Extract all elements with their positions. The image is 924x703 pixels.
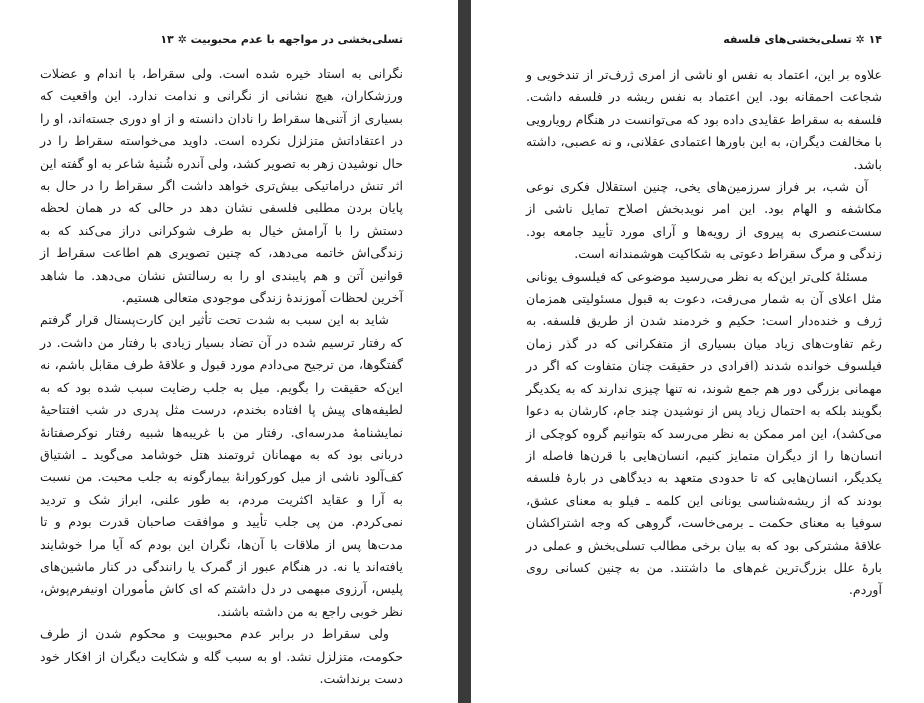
left-paragraph-2: شاید به این سبب به شدت تحت تأثیر این کارت‌پستال قرار گرفتم که رفتار ترسیم شده در آن تضاد بسیار زیادی با رفتار من داشت. در گفتگوها، من ترجیح می‌دادم مورد قبول و علاقهٔ طرف مقابل باشم، نه این‌که حقیقت را بگویم. میل به جلب رضایت سبب شده بود که به لطیفه‌های پیش پا افتاده بخندم، درست مثل پدری در شب افتتاحیهٔ نمایشنامهٔ مدرسه‌ای. رفتار من با غریبه‌ها شبیه رفتار نوکرصفتانهٔ دربانی بود که به مهمانان ثروتمند هتل خوشامد می‌گوید ـ اشتیاق کف‌آلود ناشی از میل کورکورانهٔ بیمارگونه به جلب محبت. من نسبت به آرا و عقاید اکثریت مردم، به طور علنی، ابراز شک و تردید نمی‌کردم. من پی جلب تأیید و موافقت صاحبان قدرت بودم و تا مدت‌ها پس از ملاقات با آن‌ها، نگران این بودم که آیا مرا خوشایند یافته‌اند یا نه. در هنگام عبور از گمرک یا رانندگی در کنار ماشین‌های پلیس، آرزوی مبهمی در دل داشتم که ای کاش مأموران اونیفرم‌پوش، نظر خوبی راجع به من داشته باشند.: [40, 312, 403, 619]
right-paragraph-1: علاوه بر این، اعتماد به نفس او ناشی از امری ژرف‌تر از تندخویی و شجاعت احمقانه بود. این اعتماد به نفس ریشه در فلسفه داشت. فلسفه به سقراط عقایدی داده بود که می‌توانست در هنگام رویارویی با مخالفت دیگران، به این باورها اعتمادی عقلانی، و نه عصبی، داشته باشد.: [526, 67, 882, 172]
left-paragraph-3: ولی سقراط در برابر عدم محبوبیت و محکوم شدن از طرف حکومت، متزلزل نشد. او به سبب گله و شکایت دیگران از افکار خود دست برنداشت.: [40, 626, 403, 686]
left-running-header: تسلی‌بخشی در مواجهه با عدم محبوبیت ✲ ۱۳: [160, 33, 403, 46]
left-paragraph-1: نگرانی به استاد خیره شده است. ولی سقراط، با اندام و عضلات ورزشکاران، هیچ نشانی از نگرانی و ندامت ندارد. این واقعیت که بسیاری از آتنی‌ها سقراط را نادان دانسته و از او دوری جسته‌اند، او را در اعتقاداتش متزلزل نکرده است. داوید می‌خواسته سقراط را در حال نوشیدن زهر به تصویر کشد، ولی آندره شُنیهٔ شاعر به او گفته این اثر تنش دراماتیکی بیش‌تری خواهد داشت اگر سقراط را در حال به پایان بردن مطلبی فلسفی نشان دهد در حالی که در همان لحظه دستش را با آرامش خیال به طرف شوکرانی دراز می‌کند که به زندگی‌اش خاتمه می‌دهد، که چنین تصویری هم اطاعت سقراط از قوانین آتن و هم پایبندی او را به رسالتش نشان می‌دهد. ما شاهد آخرین لحظات آموزندهٔ زندگی موجودی متعالی هستیم.: [40, 66, 403, 306]
right-running-header: ۱۴ ✲ تسلی‌بخشی‌های فلسفه: [723, 33, 882, 46]
book-spine-divider: [458, 0, 471, 703]
left-page: [0, 0, 458, 703]
right-page-body: [526, 64, 882, 602]
left-page-body: [40, 63, 403, 690]
right-paragraph-2: آن شب، بر فراز سرزمین‌های یخی، چنین استقلال فکری نوعی مکاشفه و الهام بود. این امر نویدبخش اصلاح تمایل ناشی از سست‌عنصری به پیروی از رویه‌ها و آرای مورد تأیید جامعه بود. زندگی و مرگ سقراط دعوتی به شکاکیت هوشمندانه است.: [526, 179, 882, 262]
right-paragraph-3: مسئلهٔ کلی‌تر این‌که به نظر می‌رسید موضوعی که فیلسوف یونانی مثل اعلای آن به شمار می‌رفت، دعوت به قبول مسئولیتی همزمان ژرف و خنده‌دار است: حکیم و خردمند شدن از طریق فلسفه. به رغم تفاوت‌های زیاد میان بسیاری از متفکرانی که در گذر زمان فیلسوف خوانده شدند (افرادی در حقیقت چنان متفاوت که اگر در مهمانی بزرگی دور هم جمع شوند، نه تنها چیزی ندارند که به یکدیگر بگویند بلکه به احتمال زیاد پس از نوشیدن چند جام، کارشان به دعوا می‌کشد)، این امر ممکن به نظر می‌رسد که بتوانیم گروه کوچکی از انسان‌ها را از دیگران متمایز کنیم، انسان‌هایی با قرن‌ها فاصله از یکدیگر، انسان‌هایی که تا حدودی متعهد به دیدگاهی در بارهٔ فلسفه بودند که از ریشه‌شناسی یونانی این کلمه ـ فیلو به معنای عشق، سوفیا به معنای حکمت ـ برمی‌خاست، گروهی که وجه اشتراکشان علاقهٔ مشترکی بود که به بیان برخی مطالب تسلی‌بخش و عملی در بارهٔ علل بزرگ‌ترین غم‌های ما داشتند. من به چنین کسانی روی آوردم.: [526, 268, 882, 598]
right-page: [471, 0, 924, 703]
